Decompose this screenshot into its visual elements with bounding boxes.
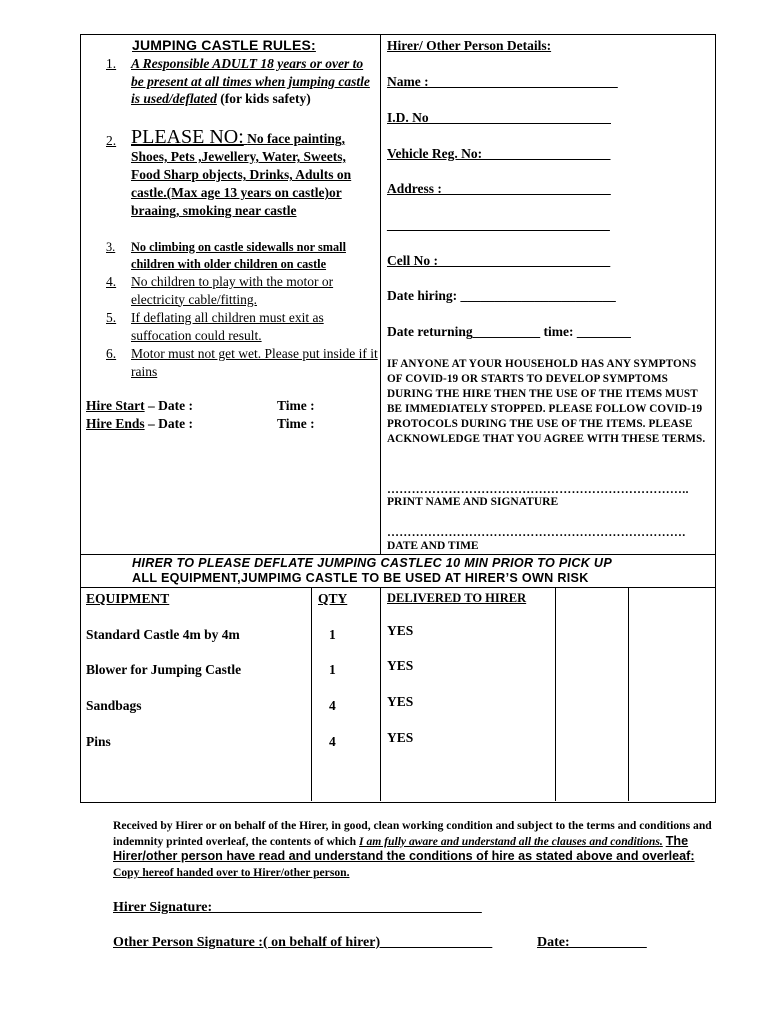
delivered-cell: YES — [387, 730, 414, 745]
delivered-header: DELIVERED TO HIRER — [387, 591, 527, 605]
rule-number: 4. — [106, 274, 117, 289]
rule-5 — [106, 309, 378, 344]
receipt-acknowledgement: The Hirer/other person have read and understand the conditions of hire as stated above and overleaf: — [113, 833, 695, 863]
date-time-dots-line[interactable]: ………………………………………………………………. — [387, 525, 686, 539]
hire-start-time-label: Time : — [277, 398, 315, 413]
receipt-copy-note: Copy hereof handed over to Hirer/other person. — [113, 865, 350, 879]
qty-cell: 1 — [329, 627, 336, 642]
hirer-signature-field[interactable]: Hirer Signature: ______________________________________ — [113, 900, 482, 915]
table-col-qty-line — [311, 587, 312, 801]
hire-start-label: Hire Start — [86, 398, 145, 413]
rule-text: A Responsible ADULT 18 years or over to be present at all times when jumping castle is used/deflated — [131, 56, 370, 107]
hire-end-label: Hire Ends — [86, 416, 145, 431]
rules-title: JUMPING CASTLE RULES: — [132, 37, 316, 53]
rule-number: 2. — [106, 133, 117, 148]
rule-text: No face painting, Shoes, Pets ,Jewellery, Water, Sweets, Food Sharp objects, Drinks, Adults on castle.(Max age 13 years on castle)or braaing, smoking near castle — [131, 131, 352, 218]
deflate-banner: HIRER TO PLEASE DEFLATE JUMPING CASTLEC 10 MIN PRIOR TO PICK UP — [132, 556, 613, 570]
table-col-extra1-line — [555, 587, 556, 801]
other-person-signature-field[interactable]: Other Person Signature :( on behalf of hirer) _____ _____ — [113, 935, 493, 950]
qty-header: QTY — [318, 591, 348, 606]
hire-end-date-label: – Date : — [148, 416, 193, 431]
delivered-cell: YES — [387, 694, 414, 709]
banner-top-line — [80, 554, 715, 555]
rule-number: 1. — [106, 56, 117, 71]
covid-notice: IF ANYONE AT YOUR HOUSEHOLD HAS ANY SYMPTONS OF COVID-19 OR STARTS TO DEVELOP SYMPTOMS DURING THE HIRE THEN THE USE OF THE ITEMS MUST BE IMMEDIATELY STOPPED. PLEASE FOLLOW COVID-19 PROTOCOLS DURING THE USE OF THE ITEMS. PLEASE ACKNOWLEDGE THAT YOU AGREE WITH THESE TERMS. — [387, 358, 706, 445]
rule-number: 6. — [106, 346, 117, 361]
receipt-text: Received by Hirer or on behalf of the Hirer, in good, clean working condition and subject to the terms and conditions and indemnity printed overleaf, the contents of which — [113, 819, 712, 848]
equipment-cell: Blower for Jumping Castle — [86, 662, 242, 677]
table-top-line — [80, 587, 715, 588]
hire-start-row — [86, 398, 193, 414]
name-field[interactable]: Name :____________________________ — [387, 74, 618, 89]
hire-start-date-label: – Date : — [147, 398, 193, 413]
rule-6 — [106, 345, 378, 380]
qty-cell: 1 — [329, 662, 336, 677]
receipt-statement — [113, 818, 713, 880]
rule-lead: PLEASE NO: — [131, 126, 244, 148]
address-field[interactable]: Address :_________________________ — [387, 181, 611, 196]
equipment-cell: Standard Castle 4m by 4m — [86, 627, 240, 642]
table-col-delivered-line — [380, 587, 381, 801]
rule-text: If deflating all children must exit as suffocation could result. — [131, 310, 324, 343]
column-divider — [380, 34, 381, 554]
hire-end-row — [86, 416, 193, 432]
equipment-cell: Pins — [86, 734, 111, 749]
address-line-2-field[interactable]: _________________________________ — [387, 217, 610, 232]
rule-text: No children to play with the motor or electricity cable/fitting. — [131, 274, 334, 307]
delivered-cell: YES — [387, 623, 414, 638]
rule-1 — [106, 55, 378, 108]
delivered-cell: YES — [387, 658, 414, 673]
qty-cell: 4 — [329, 734, 336, 749]
qty-cell: 4 — [329, 698, 336, 713]
equipment-header: EQUIPMENT — [86, 591, 170, 606]
date-returning-field[interactable]: Date returning__________ time: ________ — [387, 324, 631, 339]
rule-number: 3. — [106, 240, 116, 254]
signature-date-field[interactable]: Date:___________ — [537, 935, 647, 950]
date-time-label: DATE AND TIME — [387, 540, 479, 552]
rule-3 — [106, 239, 378, 273]
cell-number-field[interactable]: Cell No : _________________________ — [387, 253, 611, 268]
rule-4 — [106, 273, 378, 308]
rule-number: 5. — [106, 310, 117, 325]
details-title: Hirer/ Other Person Details: — [387, 38, 552, 53]
signature-dots-line[interactable]: ……………………………………………………………….. — [387, 482, 689, 496]
date-hiring-field[interactable]: Date hiring: _______________________ — [387, 288, 616, 303]
vehicle-reg-field[interactable]: Vehicle Reg. No:___________________ — [387, 146, 611, 161]
rule-2 — [106, 128, 378, 220]
print-name-signature-label: PRINT NAME AND SIGNATURE — [387, 496, 559, 508]
equipment-cell: Sandbags — [86, 698, 142, 713]
receipt-emphasis: I am fully aware and understand all the clauses and conditions. — [359, 834, 663, 848]
rule-suffix: (for kids safety) — [220, 91, 311, 107]
id-number-field[interactable]: I.D. No___________________________ — [387, 110, 611, 125]
table-col-extra2-line — [628, 587, 629, 801]
risk-banner: ALL EQUIPMENT,JUMPIMG CASTLE TO BE USED AT HIRER’S OWN RISK — [132, 571, 589, 585]
rule-text: No climbing on castle sidewalls nor small children with older children on castle — [131, 240, 346, 271]
rule-text: Motor must not get wet. Please put inside if it rains — [131, 346, 378, 379]
hire-end-time-label: Time : — [277, 416, 315, 431]
